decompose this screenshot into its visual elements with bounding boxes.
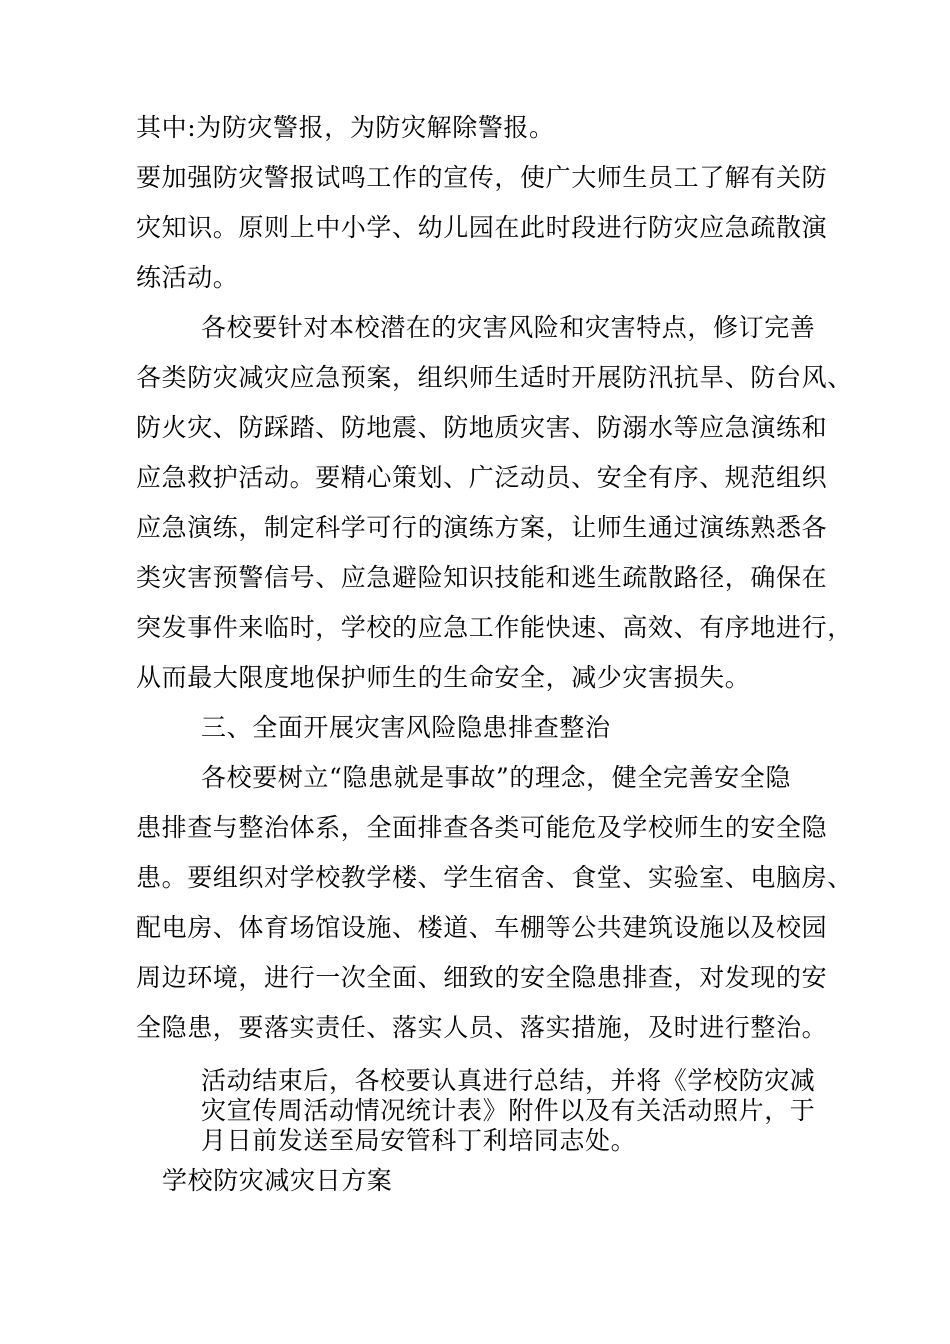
text-line: 周边环境，进行一次全面、细致的安全隐患排查，对发现的安 [136, 963, 828, 992]
text-line: 全隐患，要落实责任、落实人员、落实措施，及时进行整治。 [136, 1013, 828, 1042]
text-line: 练活动。 [136, 263, 239, 292]
text-line: 突发事件来临时，学校的应急工作能快速、高效、有序地进行， [136, 613, 853, 642]
text-line: 患。要组织对学校教学楼、学生宿舍、食堂、实验室、电脑房、 [136, 863, 853, 892]
text-line: 应急救护活动。要精心策划、广泛动员、安全有序、规范组织 [136, 463, 828, 492]
text-line: 要加强防灾警报试鸣工作的宣传，使广大师生员工了解有关防 [136, 163, 828, 192]
section-heading: 三、全面开展灾害风险隐患排查整治 [201, 713, 611, 742]
text-line: 配电房、体育场馆设施、楼道、车棚等公共建筑设施以及校园 [136, 913, 828, 942]
paragraph-first-line: 各校要针对本校潜在的灾害风险和灾害特点，修订完善 [201, 313, 816, 342]
text-line: 从而最大限度地保护师生的生命安全，减少灾害损失。 [136, 663, 751, 692]
text-line: 灾知识。原则上中小学、幼儿园在此时段进行防灾应急疏散演 [136, 213, 828, 242]
text-line: 类灾害预警信号、应急避险知识技能和逃生疏散路径，确保在 [136, 563, 828, 592]
text-line: 活动结束后，各校要认真进行总结，并将《学校防灾减 [201, 1066, 816, 1095]
document-title: 学校防灾减灾日方案 [162, 1166, 393, 1195]
text-line: 灾宣传周活动情况统计表》附件以及有关活动照片，于 [201, 1096, 816, 1125]
text-line: 各类防灾减灾应急预案，组织师生适时开展防汛抗旱、防台风、 [136, 363, 853, 392]
text-line: 应急演练，制定科学可行的演练方案，让师生通过演练熟悉各 [136, 513, 828, 542]
text-line: 防火灾、防踩踏、防地震、防地质灾害、防溺水等应急演练和 [136, 413, 828, 442]
paragraph-first-line: 各校要树立“隐患就是事故”的理念，健全完善安全隐 [201, 763, 791, 792]
text-line: 其中:为防灾警报，为防灾解除警报。 [136, 113, 555, 142]
text-line: 月日前发送至局安管科丁利培同志处。 [201, 1126, 637, 1155]
text-line: 患排查与整治体系，全面排查各类可能危及学校师生的安全隐 [136, 813, 828, 842]
